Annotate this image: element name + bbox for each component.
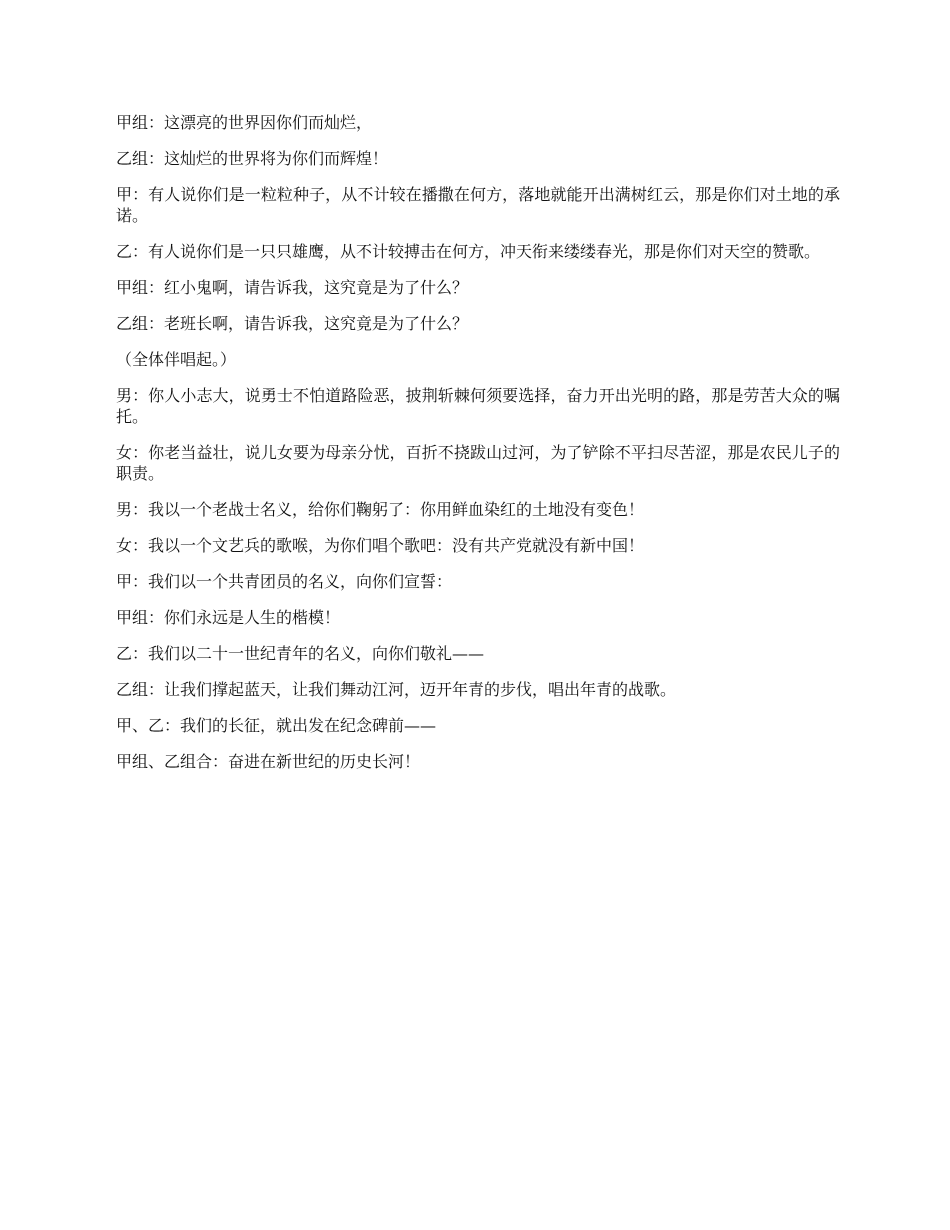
dialogue-line: 乙组：这灿烂的世界将为你们而辉煌！ [116,149,389,168]
dialogue-line: 乙组：让我们撑起蓝天，让我们舞动江河，迈开年青的步伐，唱出年青的战歌。 [116,680,677,699]
dialogue-line: 甲组：红小鬼啊，请告诉我，这究竟是为了什么？ [116,278,469,297]
dialogue-line: 甲组：这漂亮的世界因你们而灿烂， [116,113,373,132]
dialogue-line: 女：我以一个文艺兵的歌喉，为你们唱个歌吧：没有共产党就没有新中国！ [116,536,645,555]
dialogue-line: 甲：有人说你们是一粒粒种子，从不计较在播撒在何方，落地就能开出满树红云，那是你们对土地的承诺。 [116,185,840,225]
dialogue-line: 乙组：老班长啊，请告诉我，这究竟是为了什么？ [116,314,469,333]
dialogue-line: 甲、乙：我们的长征，就出发在纪念碑前—— [116,716,437,735]
dialogue-line: 男：我以一个老战士名义，给你们鞠躬了：你用鲜血染红的土地没有变色！ [116,500,645,519]
dialogue-line: 甲组：你们永远是人生的楷模！ [116,608,341,627]
dialogue-line: 乙：我们以二十一世纪青年的名义，向你们敬礼—— [116,644,485,663]
dialogue-line: 乙：有人说你们是一只只雄鹰，从不计较搏击在何方，冲天衔来缕缕春光，那是你们对天空的赞歌。 [116,242,821,261]
document-body [116,112,840,787]
dialogue-line: 甲组、乙组合：奋进在新世纪的历史长河！ [116,752,421,771]
stage-direction: （全体伴唱起。） [116,350,237,369]
dialogue-line: 甲：我们以一个共青团员的名义，向你们宣誓： [116,572,453,591]
dialogue-line: 女：你老当益壮，说儿女要为母亲分忧，百折不挠跋山过河，为了铲除不平扫尽苦涩，那是农民儿子的职责。 [116,443,840,483]
dialogue-line: 男：你人小志大，说勇士不怕道路险恶，披荆斩棘何须要选择，奋力开出光明的路，那是劳苦大众的嘱托。 [116,386,840,426]
